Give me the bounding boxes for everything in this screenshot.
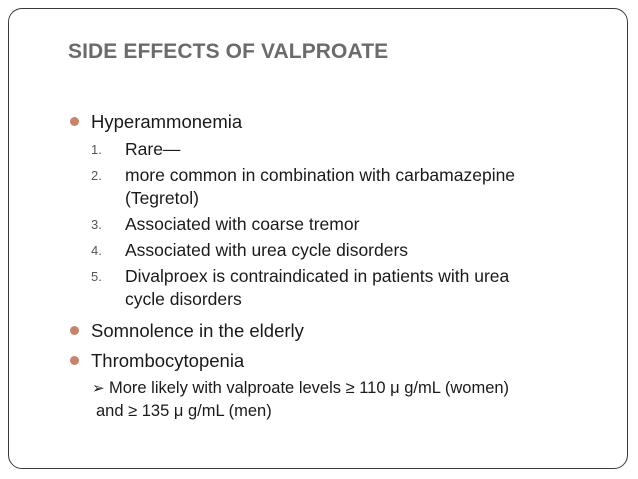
bullet-label: Somnolence in the elderly (91, 320, 304, 341)
bullet-thrombocytopenia (68, 347, 608, 374)
slide-title: SIDE EFFECTS OF VALPROATE (68, 40, 389, 63)
arrow-item-text-continued: and ≥ 135 μ g/mL (men) (96, 402, 272, 420)
numbered-item (68, 164, 608, 210)
item-number: 4. (91, 243, 102, 258)
bullet-somnolence (68, 317, 608, 344)
item-text: Divalproex is contraindicated in patients with urea (125, 266, 510, 286)
bullet-marker-icon (70, 326, 79, 335)
item-number: 1. (91, 142, 102, 157)
bullet-marker-icon (70, 356, 79, 365)
item-text: Associated with coarse tremor (125, 214, 360, 234)
bullet-label: Hyperammonemia (91, 111, 243, 132)
arrow-item-text: More likely with valproate levels ≥ 110 μ g/mL (women) (109, 379, 510, 397)
item-text-continued: cycle disorders (125, 289, 242, 309)
item-text: more common in combination with carbamazepine (125, 165, 516, 185)
item-text-continued: (Tegretol) (125, 188, 199, 208)
numbered-item (68, 239, 608, 262)
item-number: 3. (91, 217, 102, 232)
bullet-hyperammonemia (68, 108, 608, 135)
item-text: Associated with urea cycle disorders (125, 240, 409, 260)
arrow-sub-item (68, 377, 608, 423)
numbered-item (68, 265, 608, 311)
item-number: 5. (91, 269, 102, 284)
bullet-marker-icon (70, 117, 79, 126)
numbered-item (68, 138, 608, 161)
arrow-bullet-icon: ➢ (92, 380, 105, 397)
item-text: Rare— (125, 139, 181, 159)
slide-content (68, 108, 608, 423)
item-number: 2. (91, 168, 102, 183)
bullet-label: Thrombocytopenia (91, 350, 245, 371)
numbered-item (68, 213, 608, 236)
